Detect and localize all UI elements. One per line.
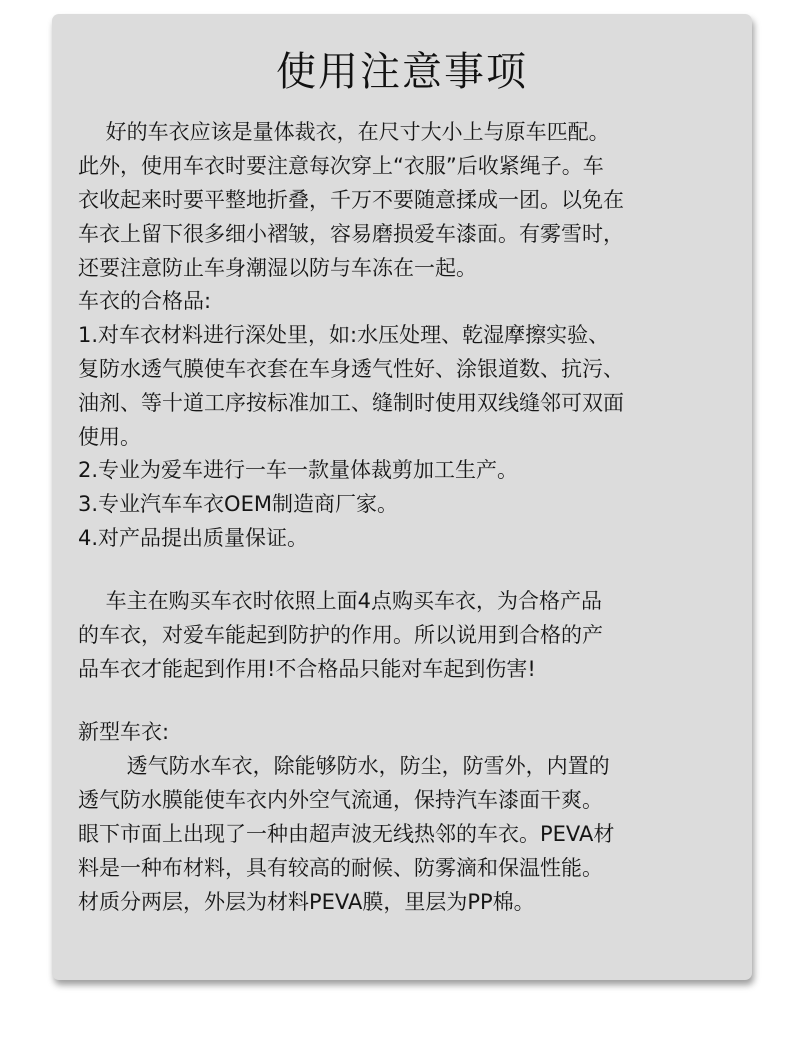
section-heading: 车衣的合格品: (78, 289, 212, 313)
paragraph-line: 车衣上留下很多细小褶皱，容易磨损爱车漆面。有雾雪时， (78, 222, 624, 246)
list-item-line: 油剂、等十道工序按标准加工、缝制时使用双线缝邻可双面 (78, 391, 624, 415)
paragraph-line: 眼下市面上出现了一种由超声波无线热邻的车衣。PEVA材 (78, 822, 615, 846)
paragraph-line: 透气防水膜能使车衣内外空气流通，保持汽车漆面干爽。 (78, 788, 603, 812)
page-title: 使用注意事项 (276, 49, 528, 95)
section-heading: 新型车衣: (78, 720, 170, 744)
list-item: 4.对产品提出质量保证。 (78, 526, 309, 550)
paragraph-line: 料是一种布材料，具有较高的耐候、防雾滴和保温性能。 (78, 856, 603, 880)
paragraph-line: 还要注意防止车身潮湿以防与车冻在一起。 (78, 256, 477, 280)
paragraph-line: 品车衣才能起到作用!不合格品只能对车起到伤害! (78, 657, 536, 681)
list-item: 2.专业为爱车进行一车一款量体裁剪加工生产。 (78, 458, 519, 482)
list-item: 3.专业汽车车衣OEM制造商厂家。 (78, 492, 398, 516)
paragraph-line: 此外，使用车衣时要注意每次穿上“衣服”后收紧绳子。车 (78, 154, 604, 178)
paragraph-line: 好的车衣应该是量体裁衣，在尺寸大小上与原车匹配。 (78, 120, 610, 144)
paragraph-line: 材质分两层，外层为材料PEVA膜，里层为PP棉。 (78, 890, 535, 914)
list-item: 1.对车衣材料进行深处里，如:水压处理、乾湿摩擦实验、 (78, 323, 610, 347)
paragraph-line: 透气防水车衣，除能够防水，防尘，防雪外，内置的 (78, 754, 610, 778)
list-item-line: 使用。 (78, 425, 141, 449)
paragraph-line: 衣收起来时要平整地折叠，千万不要随意揉成一团。以免在 (78, 188, 624, 212)
list-item-line: 复防水透气膜使车衣套在车身透气性好、涂银道数、抗污、 (78, 357, 624, 381)
paragraph-line: 车主在购买车衣时依照上面4点购买车衣，为合格产品 (78, 589, 603, 613)
paragraph-line: 的车衣，对爱车能起到防护的作用。所以说用到合格的产 (78, 623, 603, 647)
notice-card (52, 14, 752, 980)
